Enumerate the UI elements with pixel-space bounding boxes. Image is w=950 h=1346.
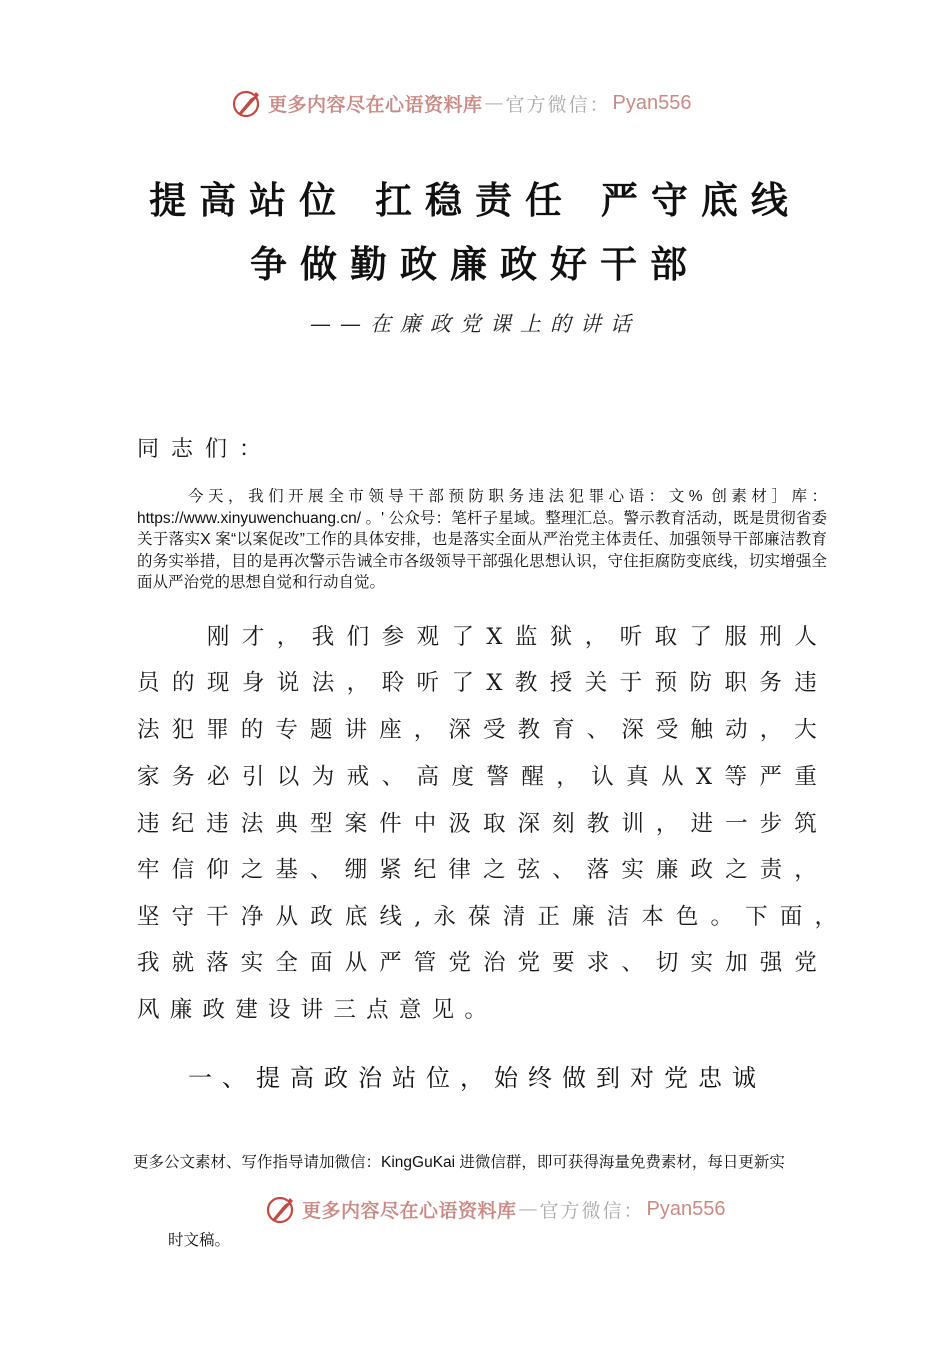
body-line: 员 的 现 身 说 法 ， 聆 听 了 X 教 授 关 于 预 防 职 务 违 — [137, 670, 817, 696]
footer-promo-text: 更多公文素材、写作指导请加微信：KingGuKai 进微信群，即可获得海量免费素材，每日更新实 — [133, 1154, 785, 1171]
quill-logo-icon — [264, 1192, 298, 1226]
salutation: 同志们： — [137, 437, 274, 462]
body-line: 我 就 落 实 全 面 从 严 管 党 治 党 要 求 、 切 实 加 强 党 — [137, 950, 817, 976]
watermark-banner-top — [230, 86, 692, 120]
subtitle: ——在廉政党课上的讲话 — [310, 312, 640, 336]
body-line: 刚 才 ， 我 们 参 观 了 X 监 狱 ， 听 取 了 服 刑 人 — [206, 624, 817, 650]
watermark-library-text: 更多内容尽在心语资料库 — [302, 1199, 517, 1222]
watermark-dash: — — [484, 92, 504, 114]
body-line: 风 廉 政 建 设 讲 三 点 意 见 。 — [137, 997, 487, 1023]
title-line-2: 争做勤政廉政好干部 — [250, 242, 700, 286]
section-heading: 一、提高政治站位，始终做到对党忠诚 — [188, 1064, 766, 1092]
body-line: 坚 守 干 净 从 政 底 线 , 永 葆 清 正 廉 洁 本 色 。 下 面 ， — [137, 904, 837, 930]
watermark-banner-bottom — [264, 1192, 726, 1226]
body-line: 牢 信 仰 之 基 、 绷 紧 纪 律 之 弦 、 落 实 廉 政 之 责 ， — [137, 857, 817, 883]
watermark-dash: — — [518, 1198, 538, 1220]
watermark-wechat-id: Pyan556 — [612, 91, 692, 114]
watermark-wechat-id: Pyan556 — [646, 1197, 726, 1220]
quill-logo-icon — [230, 86, 264, 120]
title-line-1: 提高站位 扛稳责任 严守底线 — [149, 178, 801, 222]
watermark-wechat-label: 官方微信： — [505, 93, 611, 116]
body-line: 违 纪 违 法 典 型 案 件 中 汲 取 深 刻 教 训 ， 进 一 步 筑 — [137, 811, 817, 837]
watermark-wechat-label: 官方微信： — [539, 1199, 645, 1222]
body-line: 家 务 必 引 以 为 戒 、 高 度 警 醒 ， 认 真 从 X 等 严 重 — [137, 764, 817, 790]
intro-paragraph: 今天，我们开展全市领导干部预防职务违法犯罪心语：文% 创素材］库：https://www.xinyuwenchuang.cn/ 。' 公众号：笔杆子星域。整理汇总。警示教育活动，既是贯彻省委关于落实X 案“以案促改”工作的具体安排，也是落实全面从严治党主体责任、加强领导干部廉洁教育的务实举措，目的是再次警示告诫全市各级领导干部强化思想认识，守住拒腐防变底线，切实增强全面从严治党的思想自觉和行动自觉。 — [137, 488, 827, 591]
watermark-library-text: 更多内容尽在心语资料库 — [268, 93, 483, 116]
body-line: 法 犯 罪 的 专 题 讲 座 ， 深 受 教 育 、 深 受 触 动 ， 大 — [137, 717, 817, 743]
footer-promo-text-continued: 时文稿。 — [168, 1232, 231, 1249]
